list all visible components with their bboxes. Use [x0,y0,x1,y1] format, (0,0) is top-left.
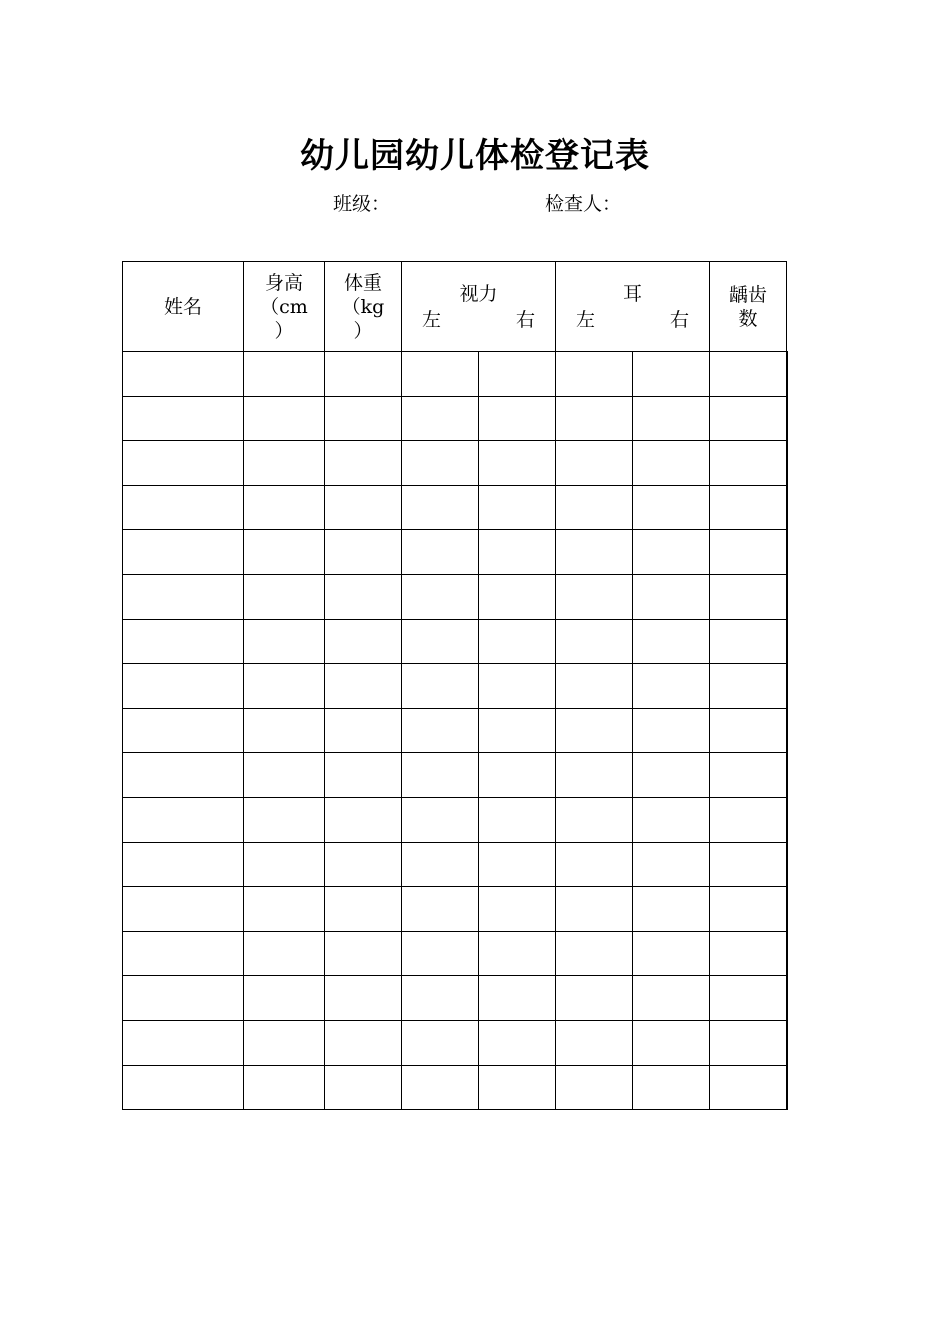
table-cell[interactable] [556,1020,633,1065]
table-cell[interactable] [479,1020,556,1065]
table-cell[interactable] [710,530,787,575]
table-cell[interactable] [633,530,710,575]
table-cell[interactable] [402,797,479,842]
table-cell[interactable] [710,441,787,486]
table-cell[interactable] [710,352,787,397]
header-name: 姓名 [123,262,244,352]
table-row [123,842,788,887]
table-cell[interactable] [325,887,402,932]
table-cell[interactable] [244,574,325,619]
table-cell[interactable] [710,1020,787,1065]
table-cell[interactable] [787,887,788,932]
table-cell[interactable] [479,574,556,619]
table-cell[interactable] [710,931,787,976]
table-cell[interactable] [244,842,325,887]
table-cell[interactable] [402,619,479,664]
table-cell[interactable] [556,530,633,575]
table-cell[interactable] [556,976,633,1021]
table-cell[interactable] [633,887,710,932]
table-cell[interactable] [402,887,479,932]
table-row [123,619,788,664]
table-cell[interactable] [479,664,556,709]
table-cell[interactable] [402,485,479,530]
table-cell[interactable] [556,887,633,932]
table-cell[interactable] [633,396,710,441]
table-cell[interactable] [633,1065,710,1110]
table-cell[interactable] [710,485,787,530]
table-cell[interactable] [479,619,556,664]
table-cell[interactable] [244,976,325,1021]
table-cell[interactable] [787,931,788,976]
table-cell[interactable] [710,797,787,842]
table-cell[interactable] [787,842,788,887]
header-height: 身高 （cm ） [244,262,325,352]
class-label: 班级： [333,193,391,215]
table-cell[interactable] [710,887,787,932]
table-cell[interactable] [633,485,710,530]
table-cell[interactable] [710,753,787,798]
table-cell[interactable] [633,664,710,709]
table-cell[interactable] [556,441,633,486]
table-cell[interactable] [479,530,556,575]
table-row [123,976,788,1021]
table-cell[interactable] [123,530,244,575]
table-cell[interactable] [633,352,710,397]
table-cell[interactable] [633,842,710,887]
table-cell[interactable] [633,708,710,753]
table-cell[interactable] [479,485,556,530]
table-cell[interactable] [325,619,402,664]
table-cell[interactable] [244,1020,325,1065]
table-cell[interactable] [402,1020,479,1065]
table-cell[interactable] [787,1020,788,1065]
table-cell[interactable] [787,708,788,753]
header-weight: 体重 （kg ） [325,262,402,352]
table-cell[interactable] [244,485,325,530]
table-cell[interactable] [479,708,556,753]
table-cell[interactable] [325,1020,402,1065]
table-cell[interactable] [325,708,402,753]
table-row [123,574,788,619]
table-cell[interactable] [787,1065,788,1110]
table-row [123,352,788,397]
table-cell[interactable] [633,441,710,486]
table-cell[interactable] [787,485,788,530]
table-cell[interactable] [325,441,402,486]
table-cell[interactable] [244,797,325,842]
table-row [123,664,788,709]
table-cell[interactable] [402,842,479,887]
table-cell[interactable] [123,441,244,486]
table-cell[interactable] [787,530,788,575]
table-cell[interactable] [556,485,633,530]
header-vision: 视力 左 右 [402,262,556,352]
table-cell[interactable] [244,887,325,932]
table-cell[interactable] [402,931,479,976]
table-cell[interactable] [244,1065,325,1110]
table-cell[interactable] [244,931,325,976]
table-cell[interactable] [787,441,788,486]
table-row [123,797,788,842]
table-cell[interactable] [556,708,633,753]
table-cell[interactable] [402,753,479,798]
table-cell[interactable] [402,352,479,397]
table-cell[interactable] [633,753,710,798]
table-cell[interactable] [325,797,402,842]
table-row [123,931,788,976]
table-cell[interactable] [402,574,479,619]
table-cell[interactable] [556,574,633,619]
table-cell[interactable] [633,574,710,619]
table-cell[interactable] [710,708,787,753]
table-cell[interactable] [479,842,556,887]
table-cell[interactable] [710,619,787,664]
table-cell[interactable] [325,976,402,1021]
table-cell[interactable] [479,797,556,842]
table-cell[interactable] [123,842,244,887]
table-cell[interactable] [244,441,325,486]
table-cell[interactable] [123,887,244,932]
table-cell[interactable] [787,619,788,664]
table-cell[interactable] [633,619,710,664]
header-caries: 龋齿 数 [710,262,787,352]
table-cell[interactable] [479,976,556,1021]
table-cell[interactable] [244,352,325,397]
table-cell[interactable] [244,708,325,753]
table-cell[interactable] [402,1065,479,1110]
table-cell[interactable] [123,619,244,664]
table-cell[interactable] [710,842,787,887]
table-cell[interactable] [479,887,556,932]
table-cell[interactable] [244,530,325,575]
table-cell[interactable] [479,352,556,397]
table-cell[interactable] [787,797,788,842]
table-cell[interactable] [710,396,787,441]
header-vision-right: 右 [515,308,535,331]
table-cell[interactable] [325,530,402,575]
table-cell[interactable] [479,396,556,441]
table-cell[interactable] [123,664,244,709]
table-row [123,753,788,798]
table-cell[interactable] [556,664,633,709]
table-cell[interactable] [325,931,402,976]
table-cell[interactable] [325,352,402,397]
table-row [123,1020,788,1065]
table-cell[interactable] [710,664,787,709]
header-ear: 耳 左 右 [556,262,710,352]
table-cell[interactable] [787,396,788,441]
table-cell[interactable] [556,797,633,842]
table-cell[interactable] [402,441,479,486]
table-row [123,485,788,530]
table-cell[interactable] [556,619,633,664]
table-cell[interactable] [244,753,325,798]
header-ear-left: 左 [576,308,596,331]
table-header-row [123,262,788,352]
table-cell[interactable] [787,664,788,709]
table-cell[interactable] [402,396,479,441]
table-cell[interactable] [556,396,633,441]
inspector-label: 检查人： [545,193,622,215]
table-cell[interactable] [479,1065,556,1110]
table-cell[interactable] [123,708,244,753]
table-cell[interactable] [787,352,788,397]
table-cell[interactable] [479,931,556,976]
table-cell[interactable] [244,396,325,441]
table-cell[interactable] [633,797,710,842]
table-cell[interactable] [787,976,788,1021]
table-cell[interactable] [556,931,633,976]
table-cell[interactable] [479,441,556,486]
table-cell[interactable] [123,574,244,619]
table-cell[interactable] [244,619,325,664]
table-row [123,887,788,932]
table-cell[interactable] [123,976,244,1021]
table-cell[interactable] [556,753,633,798]
table-cell[interactable] [123,931,244,976]
table-cell[interactable] [633,1020,710,1065]
page-title: 幼儿园幼儿体检登记表 [300,136,650,176]
table-cell[interactable] [123,797,244,842]
table-cell[interactable] [479,753,556,798]
table-cell[interactable] [325,396,402,441]
table-cell[interactable] [402,530,479,575]
table-cell[interactable] [325,574,402,619]
table-cell[interactable] [710,1065,787,1110]
table-cell[interactable] [633,976,710,1021]
table-cell[interactable] [710,976,787,1021]
table-cell[interactable] [787,753,788,798]
table-row [123,1065,788,1110]
table-row [123,708,788,753]
header-vision-left: 左 [422,308,442,331]
health-check-table [122,261,788,1110]
table-cell[interactable] [710,574,787,619]
table-cell[interactable] [325,664,402,709]
table-cell[interactable] [556,842,633,887]
table-cell[interactable] [123,1065,244,1110]
table-cell[interactable] [123,753,244,798]
table-cell[interactable] [402,708,479,753]
table-cell[interactable] [556,1065,633,1110]
table-cell[interactable] [123,396,244,441]
table-cell[interactable] [244,664,325,709]
table-row [123,441,788,486]
table-cell[interactable] [123,485,244,530]
table-cell[interactable] [787,574,788,619]
table-row [123,396,788,441]
table-cell[interactable] [325,753,402,798]
table-cell[interactable] [325,1065,402,1110]
table-cell[interactable] [633,931,710,976]
table-cell[interactable] [402,976,479,1021]
table-cell[interactable] [402,664,479,709]
table-row [123,530,788,575]
header-ear-right: 右 [669,308,689,331]
table-cell[interactable] [123,352,244,397]
table-cell[interactable] [123,1020,244,1065]
table-cell[interactable] [325,842,402,887]
table-cell[interactable] [325,485,402,530]
table-cell[interactable] [556,352,633,397]
